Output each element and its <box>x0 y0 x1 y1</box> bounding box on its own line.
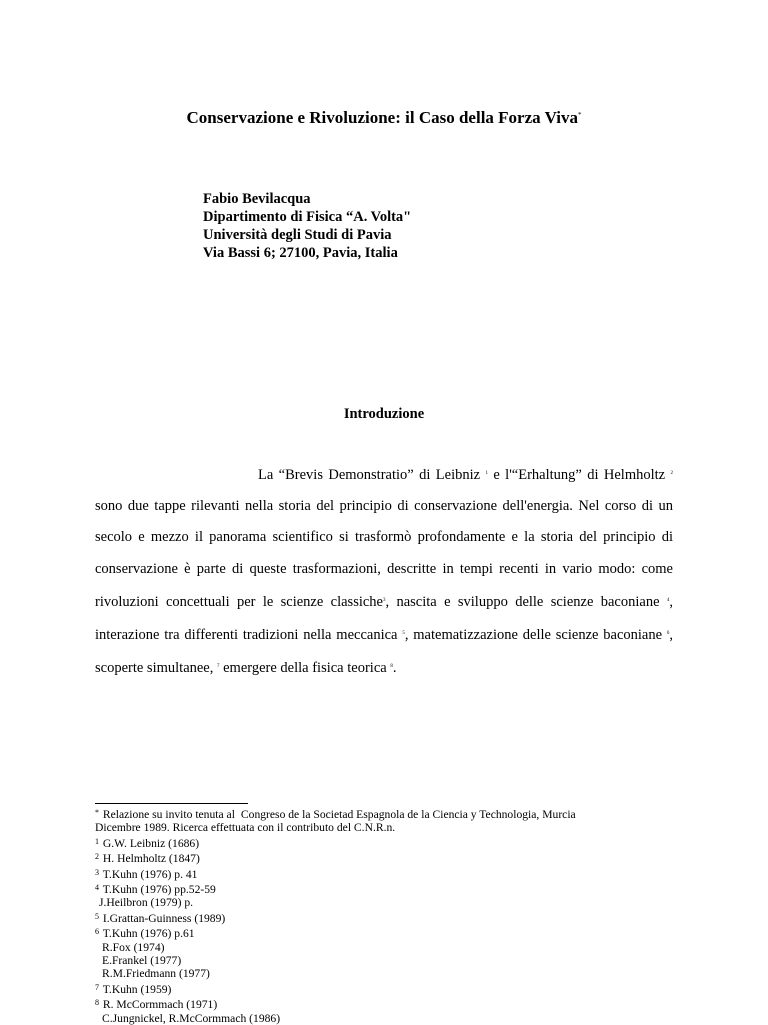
author-department: Dipartimento di Fisica “A. Volta" <box>203 209 412 225</box>
author-name: Fabio Bevilacqua <box>203 191 311 207</box>
footnote-text: T.Kuhn (1959) <box>102 982 172 996</box>
footnote-6-continued: E.Frankel (1977) <box>102 954 182 968</box>
paragraph-text: , matematizzazione delle scienze baconiane <box>404 627 663 644</box>
footnotes <box>95 806 673 1025</box>
footnote-ref-8[interactable]: 8 <box>390 664 393 670</box>
footnote-6-continued: R.Fox (1974) <box>102 940 165 954</box>
footnote-6 <box>95 925 673 940</box>
footnote-ref-4[interactable]: 4 <box>666 597 670 603</box>
footnote-ref-3[interactable]: 3 <box>383 597 386 603</box>
footnote-2 <box>95 850 673 865</box>
paragraph-text: e l'“Erhaltung” di Helmholtz <box>487 467 666 483</box>
footnote-separator <box>95 803 248 804</box>
footnote-8-continued: C.Jungnickel, R.McCormmach (1986) <box>102 1011 281 1025</box>
footnote-ref-1[interactable]: 1 <box>485 471 488 476</box>
footnote-star <box>95 806 673 821</box>
footnote-number: 7 <box>95 982 99 992</box>
footnote-text: T.Kuhn (1976) pp.52-59 <box>102 883 216 897</box>
author-university: Università degli Studi di Pavia <box>203 227 392 243</box>
footnote-number: 5 <box>95 911 99 921</box>
footnote-text: I.Grattan-Guinness (1989) <box>102 911 226 925</box>
footnote-number: 8 <box>95 998 99 1008</box>
footnote-star-text: Congreso de la Societad Espagnola de la Ciencia y Technologia, Murcia <box>240 808 576 821</box>
footnote-star-marker: * <box>95 808 99 817</box>
footnote-text: G.W. Leibniz (1686) <box>102 836 200 850</box>
intro-paragraph <box>95 458 673 684</box>
footnote-text: R. McCormmach (1971) <box>102 998 218 1012</box>
footnote-ref-5[interactable]: 5 <box>402 631 405 637</box>
footnote-text: H. Helmholtz (1847) <box>102 852 200 866</box>
title-footnote-marker: * <box>577 111 582 119</box>
footnote-star-text: Relazione su invito tenuta al <box>102 808 235 821</box>
footnote-4-continued: J.Heilbron (1979) p. <box>99 896 194 910</box>
footnote-number: 4 <box>95 883 99 893</box>
title-text: Conservazione e Rivoluzione: il Caso della Forza Viva <box>186 108 578 127</box>
author-block <box>203 190 411 262</box>
footnote-ref-2[interactable]: 2 <box>670 471 674 476</box>
footnote-text: T.Kuhn (1976) p.61 <box>102 927 195 941</box>
author-address: Via Bassi 6; 27100, Pavia, Italia <box>203 245 398 261</box>
footnote-number: 3 <box>95 867 99 877</box>
footnote-5 <box>95 910 673 925</box>
paragraph-text: . <box>392 660 397 677</box>
footnote-1 <box>95 835 673 850</box>
paragraph-text: sono due tappe rilevanti nella storia del principio di conservazione dell'energia. Nel corso di un secolo e mezzo il panorama scientifico si trasformò profondamente e la storia del principio di conservazione è parte di queste trasformazioni, descritte in tempi recenti in vario modo: come rivoluzioni concettuali per le scienze classiche <box>95 498 673 610</box>
footnote-ref-6[interactable]: 6 <box>666 631 670 637</box>
footnote-number: 2 <box>95 852 99 862</box>
footnote-6-continued: R.M.Friedmann (1977) <box>102 967 210 981</box>
footnote-ref-7[interactable]: 7 <box>217 664 220 670</box>
footnote-8 <box>95 996 673 1011</box>
section-heading: Introduzione <box>343 406 425 422</box>
footnote-star-continued: Dicembre 1989. Ricerca effettuata con il contributo del C.N.R.n. <box>95 821 396 835</box>
footnote-number: 6 <box>95 927 99 937</box>
paragraph-text: emergere della fisica teorica <box>219 660 387 677</box>
paragraph-text: , scoperte simultanee, <box>95 627 674 677</box>
footnote-3 <box>95 866 673 881</box>
paragraph-text: La “Brevis Demonstratio” di Leibniz <box>258 467 481 483</box>
paragraph-text: , interazione tra differenti tradizioni nella meccanica <box>95 593 674 644</box>
paragraph-text: , nascita e sviluppo delle scienze baconiane <box>385 593 660 610</box>
footnote-text: T.Kuhn (1976) p. 41 <box>102 867 198 881</box>
paper-title <box>0 108 768 128</box>
footnote-4 <box>95 881 673 896</box>
footnote-number: 1 <box>95 836 99 846</box>
